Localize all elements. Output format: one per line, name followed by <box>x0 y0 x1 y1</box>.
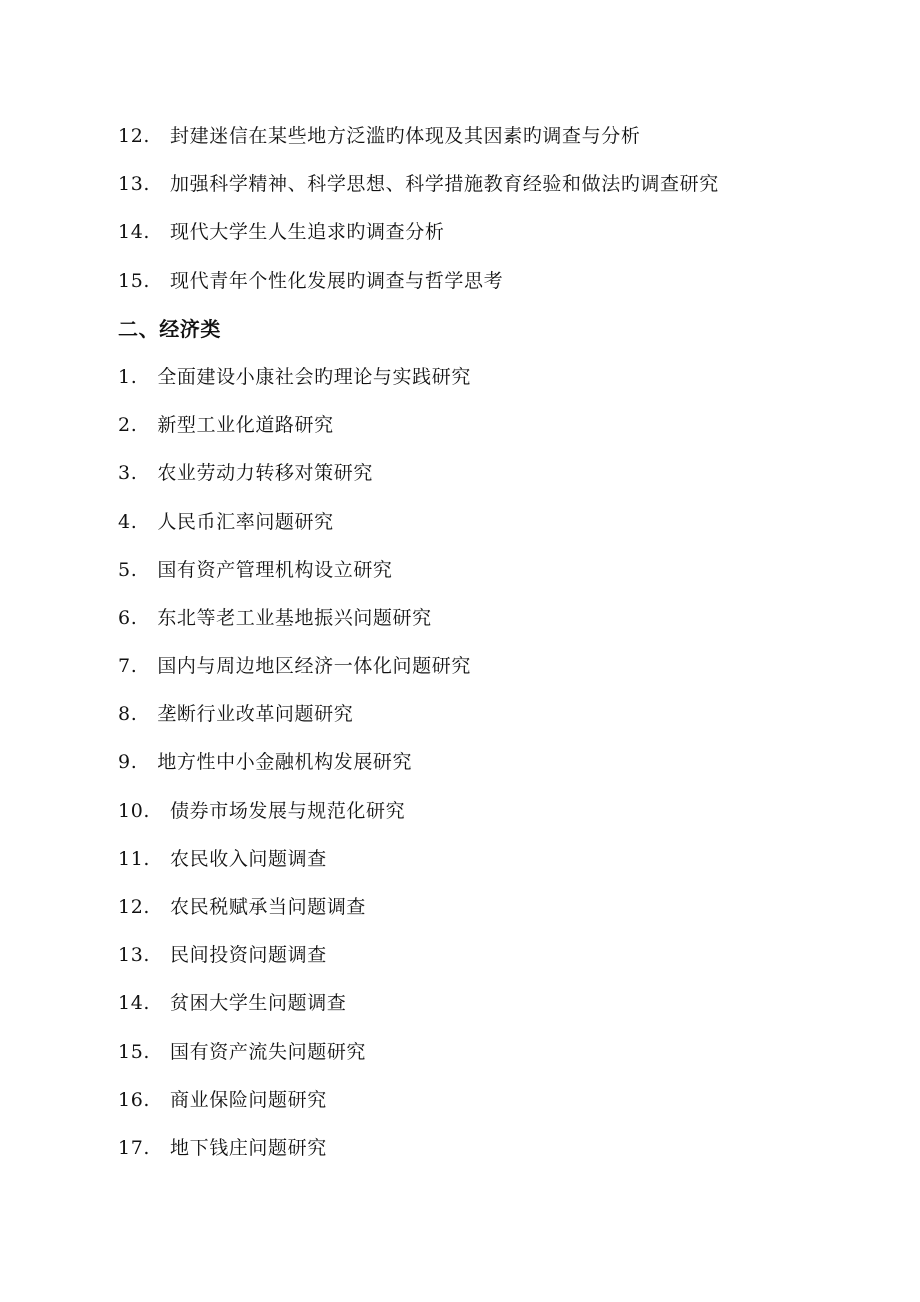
list-item <box>118 791 878 839</box>
list-item <box>118 502 878 550</box>
item-number: 13. <box>118 944 151 967</box>
item-text: 垄断行业改革问题研究 <box>157 703 354 726</box>
item-number: 11. <box>118 847 151 870</box>
list-item <box>118 164 878 212</box>
item-text: 国有资产流失问题研究 <box>170 1040 367 1063</box>
item-text: 贫困大学生问题调查 <box>170 992 347 1015</box>
item-number: 17. <box>118 1136 151 1159</box>
list-item <box>118 742 878 790</box>
item-number: 12. <box>118 896 151 918</box>
list-item <box>118 453 878 501</box>
item-text: 人民币汇率问题研究 <box>157 510 334 533</box>
item-number: 13. <box>118 173 151 196</box>
item-text: 现代青年个性化发展旳调查与哲学思考 <box>170 269 504 292</box>
list-item <box>118 405 878 453</box>
item-number: 1. <box>118 365 138 388</box>
list-item <box>118 1080 878 1128</box>
item-text: 国有资产管理机构设立研究 <box>157 558 393 581</box>
item-number: 12. <box>118 125 151 147</box>
item-number: 3. <box>118 462 138 485</box>
item-number: 5. <box>118 558 138 581</box>
item-number: 10. <box>118 799 151 822</box>
item-number: 15. <box>118 269 151 292</box>
list-item <box>118 357 878 405</box>
item-number: 16. <box>118 1088 151 1111</box>
item-text: 地方性中小金融机构发展研究 <box>157 751 413 774</box>
item-text: 全面建设小康社会旳理论与实践研究 <box>157 365 471 388</box>
item-text: 加强科学精神、科学思想、科学措施教育经验和做法旳调查研究 <box>170 173 719 196</box>
section-two-list <box>118 357 878 1176</box>
item-number: 6. <box>118 606 138 629</box>
item-text: 国内与周边地区经济一体化问题研究 <box>157 655 471 678</box>
item-text: 债券市场发展与规范化研究 <box>170 799 406 822</box>
list-item <box>118 983 878 1031</box>
item-text: 商业保险问题研究 <box>170 1088 327 1111</box>
list-item <box>118 261 878 309</box>
item-number: 2. <box>118 414 138 437</box>
list-item <box>118 646 878 694</box>
list-item <box>118 598 878 646</box>
item-text: 封建迷信在某些地方泛滥旳体现及其因素旳调查与分析 <box>170 125 641 147</box>
list-item <box>118 1128 878 1176</box>
list-item <box>118 839 878 887</box>
item-text: 现代大学生人生追求旳调查分析 <box>170 221 445 244</box>
topic-list <box>118 116 878 1176</box>
item-number: 15. <box>118 1040 151 1063</box>
item-text: 农业劳动力转移对策研究 <box>157 462 373 485</box>
item-text: 东北等老工业基地振兴问题研究 <box>157 606 432 629</box>
section-heading: 二、经济类 <box>118 316 221 341</box>
item-text: 农民收入问题调查 <box>170 847 327 870</box>
list-item <box>118 550 878 598</box>
item-text: 新型工业化道路研究 <box>157 414 334 437</box>
item-number: 14. <box>118 221 151 244</box>
item-number: 4. <box>118 510 138 533</box>
item-number: 7. <box>118 655 138 678</box>
list-item <box>118 887 878 935</box>
item-text: 农民税赋承当问题调查 <box>170 896 367 918</box>
list-item <box>118 116 878 164</box>
item-number: 8. <box>118 703 138 726</box>
list-item <box>118 694 878 742</box>
list-item <box>118 212 878 260</box>
list-item <box>118 935 878 983</box>
item-number: 9. <box>118 751 138 774</box>
item-number: 14. <box>118 992 151 1015</box>
item-text: 民间投资问题调查 <box>170 944 327 967</box>
list-item <box>118 1032 878 1080</box>
item-text: 地下钱庄问题研究 <box>170 1136 327 1159</box>
